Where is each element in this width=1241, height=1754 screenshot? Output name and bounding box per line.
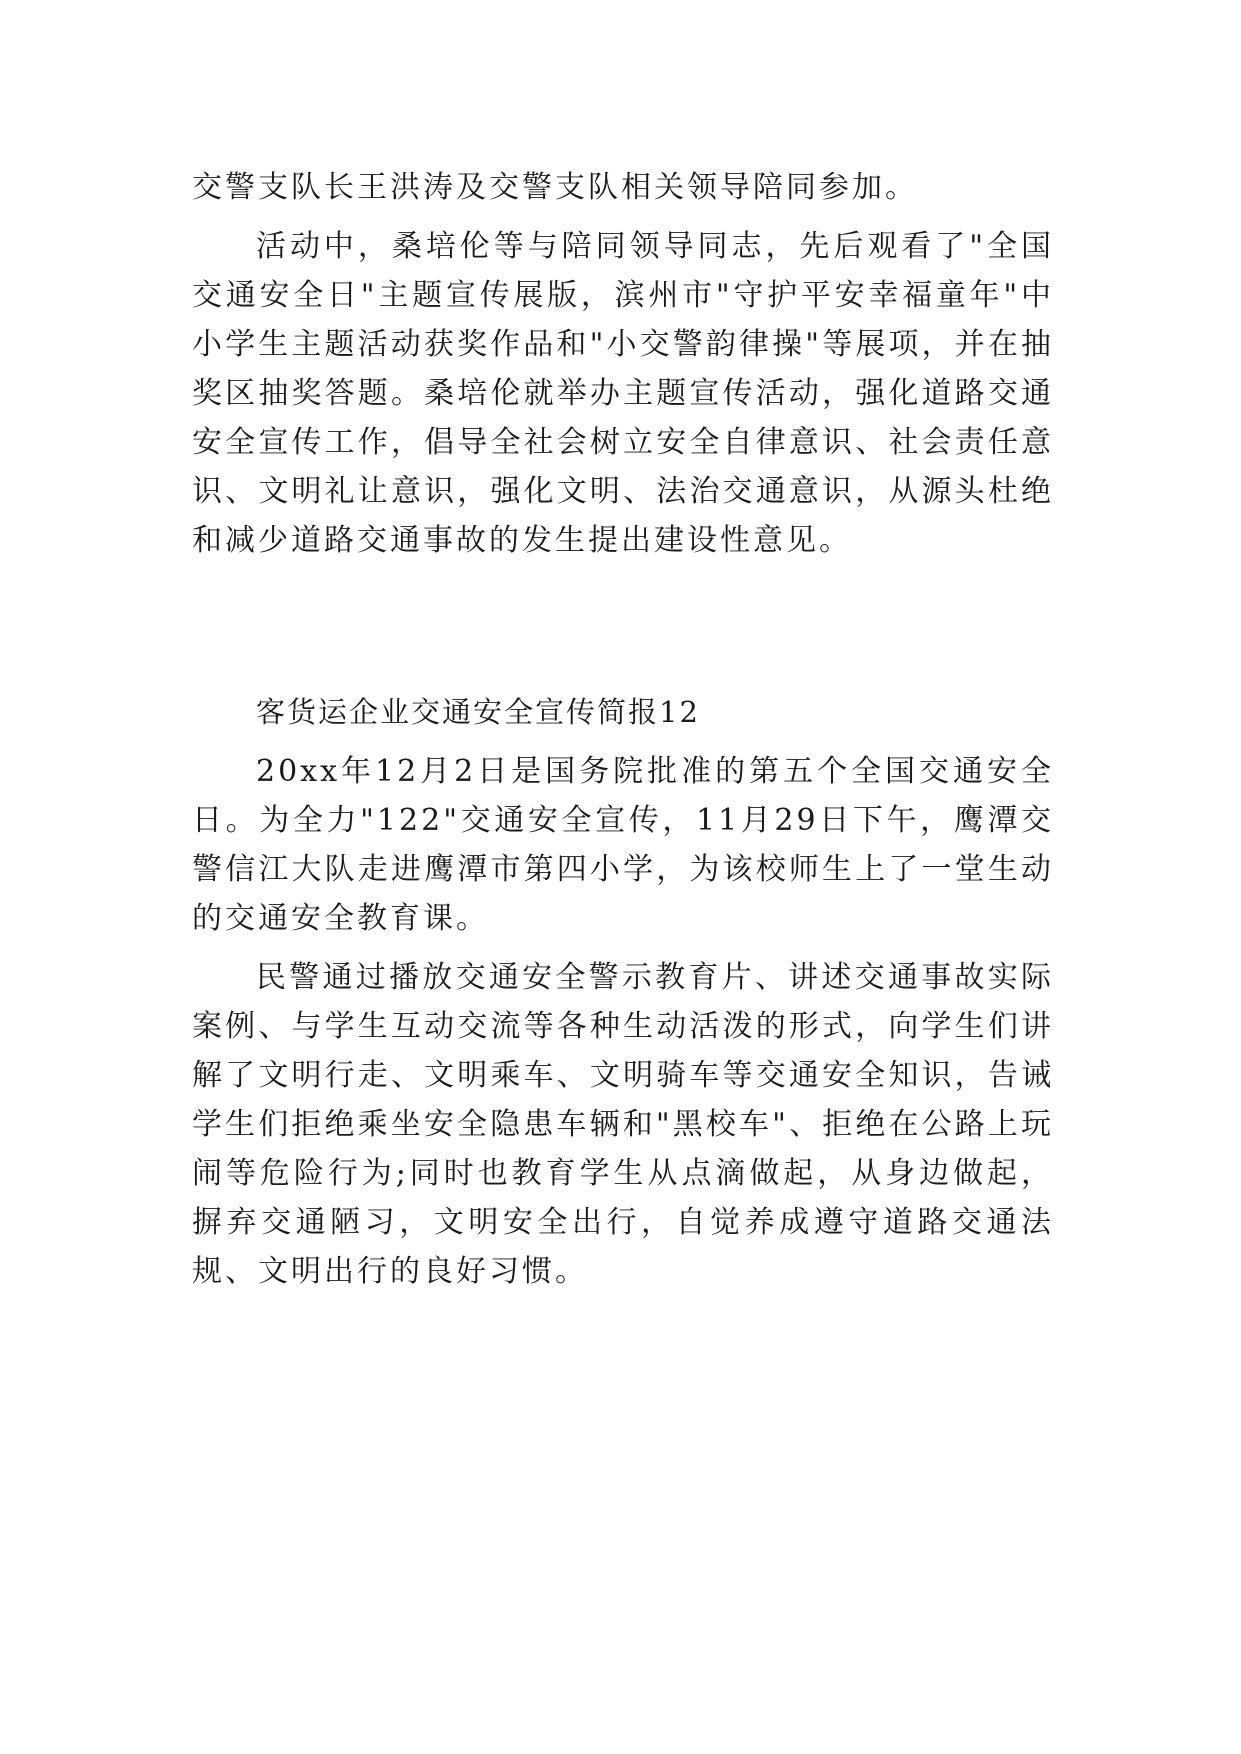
- paragraph-police: 民警通过播放交通安全警示教育片、讲述交通事故实际案例、与学生互动交流等各种生动活泼的形式，向学生们讲解了文明行走、文明乘车、文明骑车等交通安全知识，告诫学生们拒绝乘坐安全隐患车辆和"黑校车"、拒绝在公路上玩闹等危险行为;同时也教育学生从点滴做起，从身边做起，摒弃交通陋习，文明安全出行，自觉养成遵守道路交通法规、文明出行的良好习惯。: [192, 960, 1054, 1289]
- document-body-bottom: [192, 688, 1054, 1296]
- paragraph-intro: 20xx年12月2日是国务院批准的第五个全国交通安全日。为全力"122"交通安全宣传，11月29日下午，鹰潭交警信江大队走进鹰潭市第四小学，为该校师生上了一堂生动的交通安全教育课。: [192, 754, 1054, 936]
- paragraph-activity: 活动中，桑培伦等与陪同领导同志，先后观看了"全国交通安全日"主题宣传展版，滨州市"守护平安幸福童年"中小学生主题活动获奖作品和"小交警韵律操"等展项，并在抽奖区抽奖答题。桑培伦就举办主题宣传活动，强化道路交通安全宣传工作，倡导全社会树立安全自律意识、社会责任意识、文明礼让意识，强化文明、法治交通意识，从源头杜绝和减少道路交通事故的发生提出建设性意见。: [192, 229, 1054, 558]
- paragraph-continuation: 交警支队长王洪涛及交警支队相关领导陪同参加。: [192, 170, 918, 205]
- document-body-top: [192, 163, 1054, 565]
- section-title: 客货运企业交通安全宣传简报12: [256, 695, 700, 729]
